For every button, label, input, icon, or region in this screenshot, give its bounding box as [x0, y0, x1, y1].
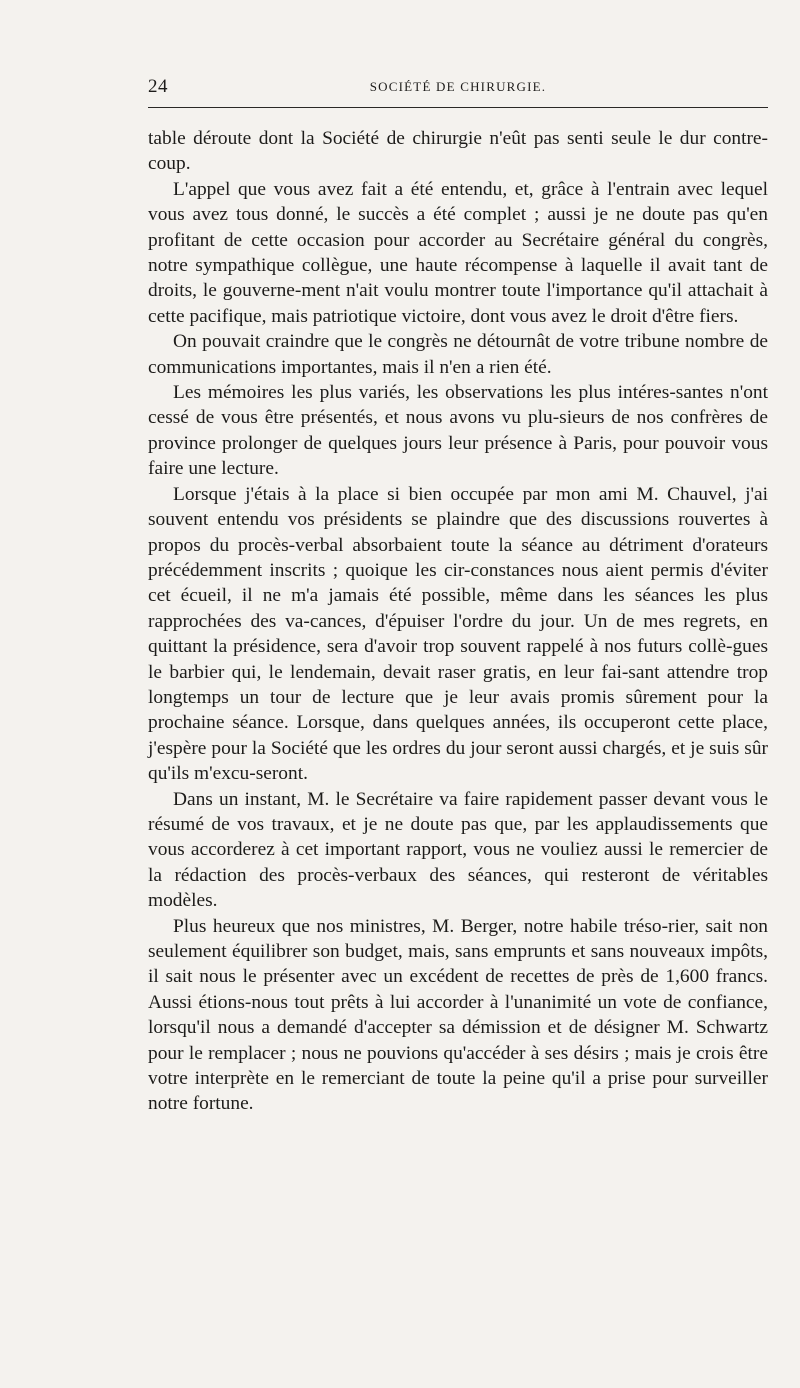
header-rule: [148, 107, 768, 108]
page-number: 24: [148, 76, 168, 97]
body-text: [148, 126, 768, 1117]
paragraph: L'appel que vous avez fait a été entendu, et, grâce à l'entrain avec lequel vous avez tous donné, le succès a été complet ; aussi je ne doute pas qu'en profitant de cette occasion pour accorder au Secrétaire général du congrès, notre sympathique collègue, une haute récompense à laquelle il avait tant de droits, le gouverne-ment n'ait voulu montrer toute l'importance qu'il attachait à cette pacifique, mais patriotique victoire, dont vous avez le droit d'être fiers.: [148, 178, 768, 327]
paragraph-continued: table déroute dont la Société de chirurgie n'eût pas senti seule le dur contre-coup.: [148, 128, 768, 175]
paragraph: On pouvait craindre que le congrès ne détournât de votre tribune nombre de communications importantes, mais il n'en a rien été.: [148, 331, 768, 378]
paragraph: Les mémoires les plus variés, les observations les plus intéres-santes n'ont cessé de vous être présentés, et nous avons vu plu-sieurs de nos confrères de province prolonger de quelques jours leur présence à Paris, pour pouvoir vous faire une lecture.: [148, 382, 768, 480]
paragraph: Lorsque j'étais à la place si bien occupée par mon ami M. Chauvel, j'ai souvent entendu vos présidents se plaindre que des discussions rouvertes à propos du procès-verbal absorbaient toute la séance au détriment d'orateurs précédemment inscrits ; quoique les cir-constances nous aient permis d'éviter cet écueil, il ne m'a jamais été possible, même dans les séances les plus rapprochées des va-cances, d'épuiser l'ordre du jour. Un de mes regrets, en quittant la présidence, sera d'avoir trop souvent rappelé à nos futurs collè-gues le barbier qui, le lendemain, devait raser gratis, en leur fai-sant attendre trop longtemps un tour de lecture que je leur avais promis sûrement pour la prochaine séance. Lorsque, dans quelques années, ils occuperont cette place, j'espère pour la Société que les ordres du jour seront aussi chargés, et je suis sûr qu'ils m'excu-seront.: [148, 483, 768, 785]
page-header: [148, 76, 768, 100]
paragraph: Plus heureux que nos ministres, M. Berger, notre habile tréso-rier, sait non seulement équilibrer son budget, mais, sans emprunts et sans nouveaux impôts, il sait nous le présenter avec un excédent de recettes de près de 1,600 francs. Aussi étions-nous tout prêts à lui accorder à l'unanimité un vote de confiance, lorsqu'il nous a demandé d'accepter sa démission et de désigner M. Schwartz pour le remplacer ; nous ne pouvions qu'accéder à ses désirs ; mais je crois être votre interprète en le remerciant de toute la peine qu'il a prise pour surveiller notre fortune.: [148, 915, 768, 1115]
running-title: SOCIÉTÉ DE CHIRURGIE.: [369, 79, 547, 94]
paragraph: Dans un instant, M. le Secrétaire va faire rapidement passer devant vous le résumé de vos travaux, et je ne doute pas que, par les applaudissements que vous accorderez à cet important rapport, vous ne vouliez aussi le remercier de la rédaction des procès-verbaux des séances, qui resteront de véritables modèles.: [148, 788, 768, 912]
